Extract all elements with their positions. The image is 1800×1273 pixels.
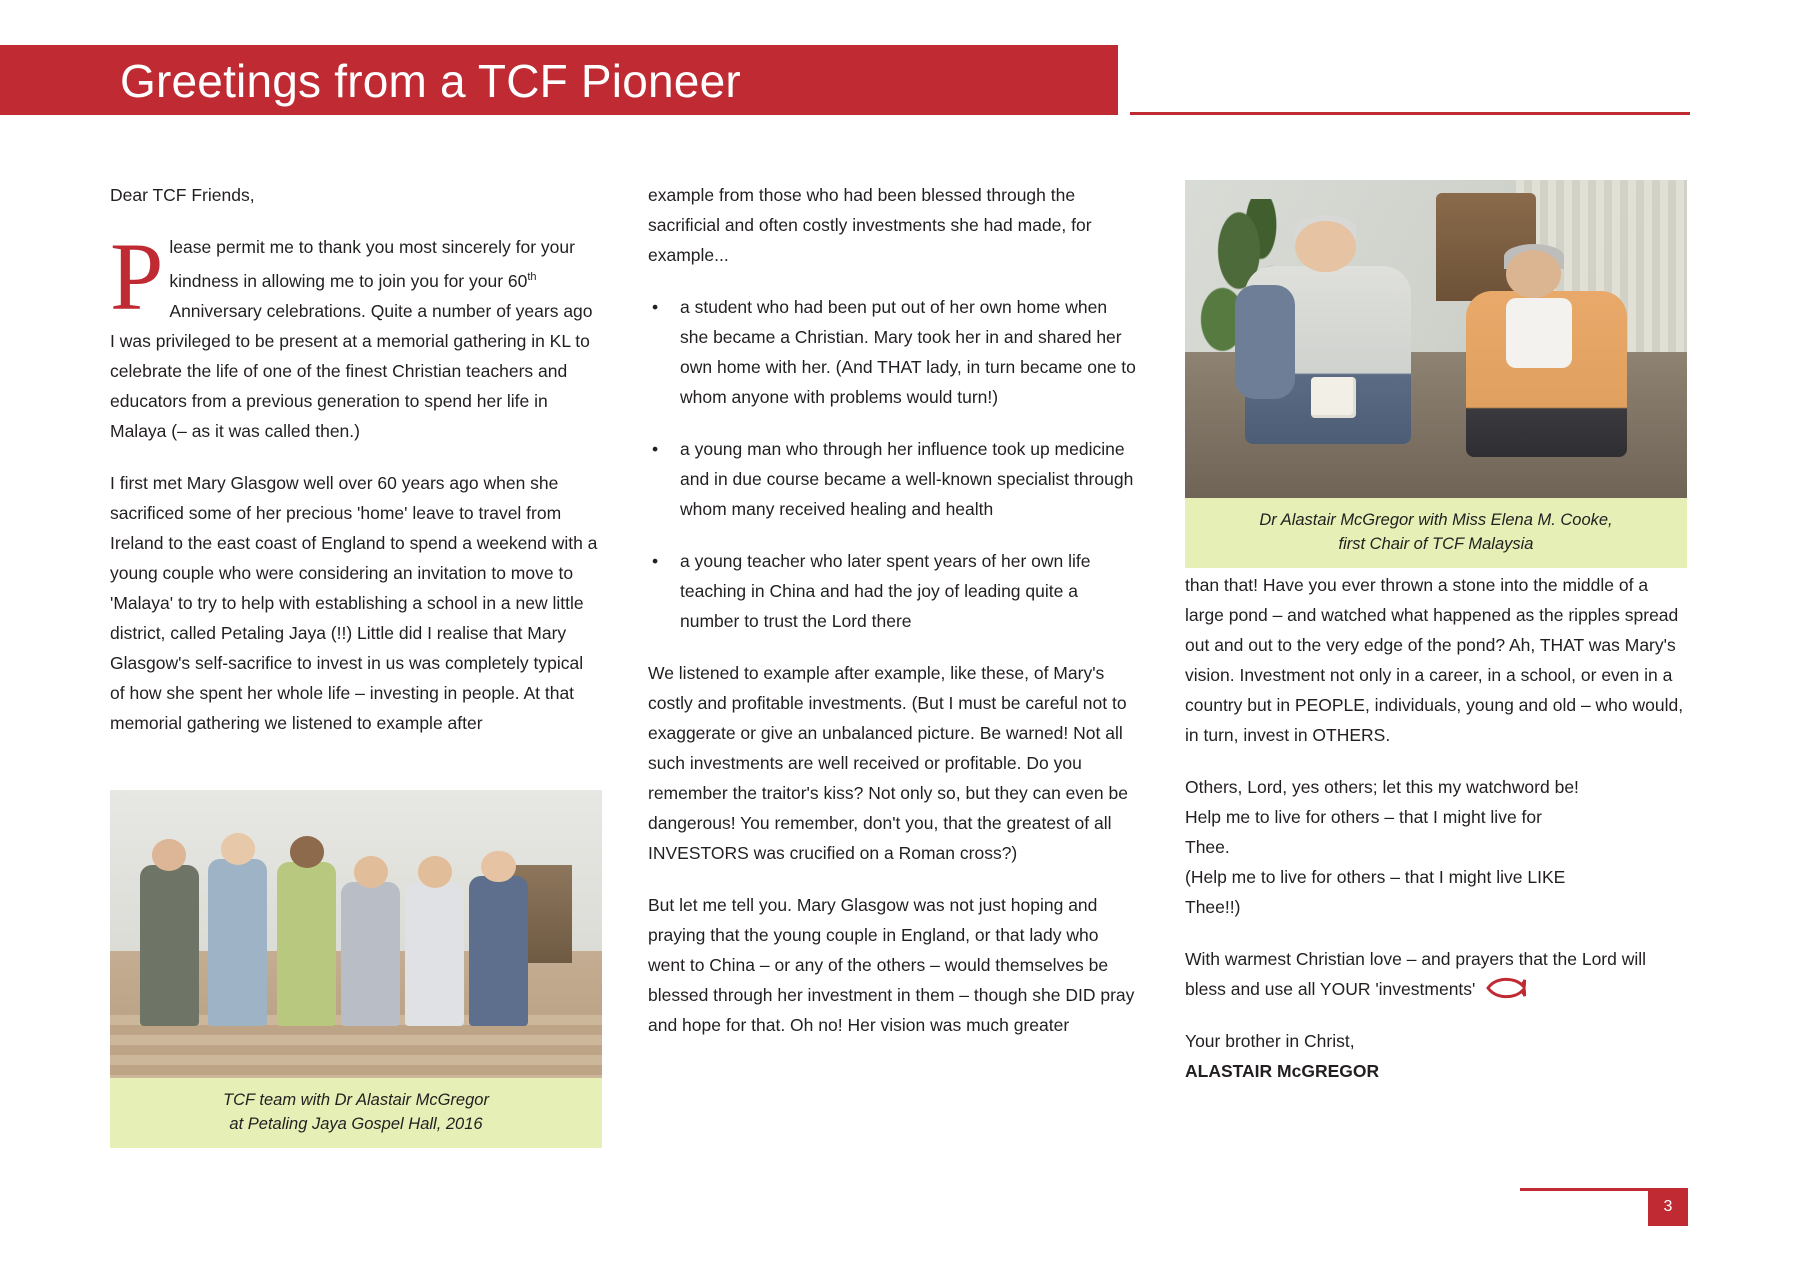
list-item: • a young teacher who later spent years of her own life teaching in China and had the joy of leading quite a number to trust the Lord there — [648, 546, 1140, 636]
photo-caption — [110, 1078, 602, 1148]
photo-mcgregor-cooke — [1185, 180, 1687, 498]
ordinal-suffix: th — [527, 271, 537, 283]
photo-tcf-team-block — [110, 790, 602, 1148]
watchword-line-2: Help me to live for others – that I might live for — [1185, 807, 1542, 827]
footer-rule — [1520, 1188, 1648, 1191]
paragraph-watchword — [1185, 772, 1687, 922]
photo-tcf-team — [110, 790, 602, 1078]
page-title: Greetings from a TCF Pioneer — [120, 55, 741, 107]
header-rule — [1130, 112, 1690, 115]
watchword-line-1: Others, Lord, yes others; let this my watchword be! — [1185, 777, 1579, 797]
paragraph-intro — [110, 223, 602, 446]
salutation: Dear TCF Friends, — [110, 185, 255, 205]
watchword-line-5: Thee!!) — [1185, 897, 1241, 917]
list-item: • a young man who through her influence took up medicine and in due course became a well-known specialist through whom many received healing and health — [648, 434, 1140, 524]
paragraph-mary-glasgow: I first met Mary Glasgow well over 60 years ago when she sacrificed some of her precious 'home' leave to travel from Ireland to the east coast of England to spend a weekend with a young couple who were considering an invitation to move to 'Malaya' to try to help with establishing a school in a new little district, called Petaling Jaya (!!) Little did I realise that Mary Glasgow's self-sacrifice to invest in us was completely typical of how she spent her whole life – investing in people. At that memorial gathering we listened to example after — [110, 472, 598, 733]
sign-off-text: Your brother in Christ, — [1185, 1031, 1355, 1051]
photo-mcgregor-cooke-block — [1185, 180, 1687, 568]
paragraph-examples-intro: example from those who had been blessed through the sacrificial and often costly investments she had made, for example... — [648, 185, 1092, 265]
caption-line-1: TCF team with Dr Alastair McGregor — [223, 1091, 489, 1109]
paragraph-investments: We listened to example after example, like these, of Mary's costly and profitable investments. (But I must be careful not to exaggerate or give an unbalanced picture. Be warned! Not all such investments are well received or profitable. Do you remember the traitor's kiss? Not only so, but they can even be dangerous! You remember, don't you, that the greatest of all INVESTORS was crucified on a Roman cross?) — [648, 663, 1128, 863]
drop-cap: P — [110, 223, 164, 330]
paragraph-intro-a: lease permit me to thank you most sincerely for your kindness in allowing me to join you for your 60 — [169, 237, 575, 291]
sign-off — [1185, 1026, 1687, 1086]
paragraph-vision: But let me tell you. Mary Glasgow was not just hoping and praying that the young couple in England, or that lady who went to China – or any of the others – would themselves be blessed through her investment in them – though she DID pray and hope for that. Oh no! Her vision was much greater — [648, 895, 1135, 1035]
paragraph-ripples: than that! Have you ever thrown a stone into the middle of a large pond – and watched what happened as the ripples spread out and out to the very edge of the pond? Ah, THAT was Mary's vision. Investment not only in a career, in a school, or even in a country but in PEOPLE, individuals, young and old – who would, in turn, invest in OTHERS. — [1185, 575, 1684, 745]
signature-name: ALASTAIR McGREGOR — [1185, 1061, 1380, 1081]
list-item: • a student who had been put out of her own home when she became a Christian. Mary took her in and shared her own home with her. (And THAT lady, in turn became one to whom anyone with problems would turn!) — [648, 292, 1140, 412]
watchword-line-4: (Help me to live for others – that I might live LIKE — [1185, 867, 1566, 887]
fish-icon — [1486, 977, 1526, 999]
page-number: 3 — [1648, 1188, 1688, 1226]
paragraph-closing — [1185, 944, 1687, 1004]
column-two — [648, 180, 1140, 1062]
column-one — [110, 180, 602, 760]
paragraph-intro-b: Anniversary celebrations. Quite a number of years ago I was privileged to be present at a memorial gathering in KL to celebrate the life of one of the finest Christian teachers and educators from a previous generation to spend her life in Malaya (– as it was called then.) — [110, 300, 593, 441]
caption-line-2: first Chair of TCF Malaysia — [1338, 535, 1534, 553]
caption-line-2: at Petaling Jaya Gospel Hall, 2016 — [229, 1115, 483, 1133]
watchword-line-3: Thee. — [1185, 837, 1230, 857]
photo-caption — [1185, 498, 1687, 568]
caption-line-1: Dr Alastair McGregor with Miss Elena M. Cooke, — [1259, 511, 1613, 529]
column-three — [1185, 570, 1687, 1108]
examples-list — [648, 292, 1140, 636]
closing-text: With warmest Christian love – and prayers that the Lord will bless and use all YOUR 'investments' — [1185, 949, 1647, 999]
